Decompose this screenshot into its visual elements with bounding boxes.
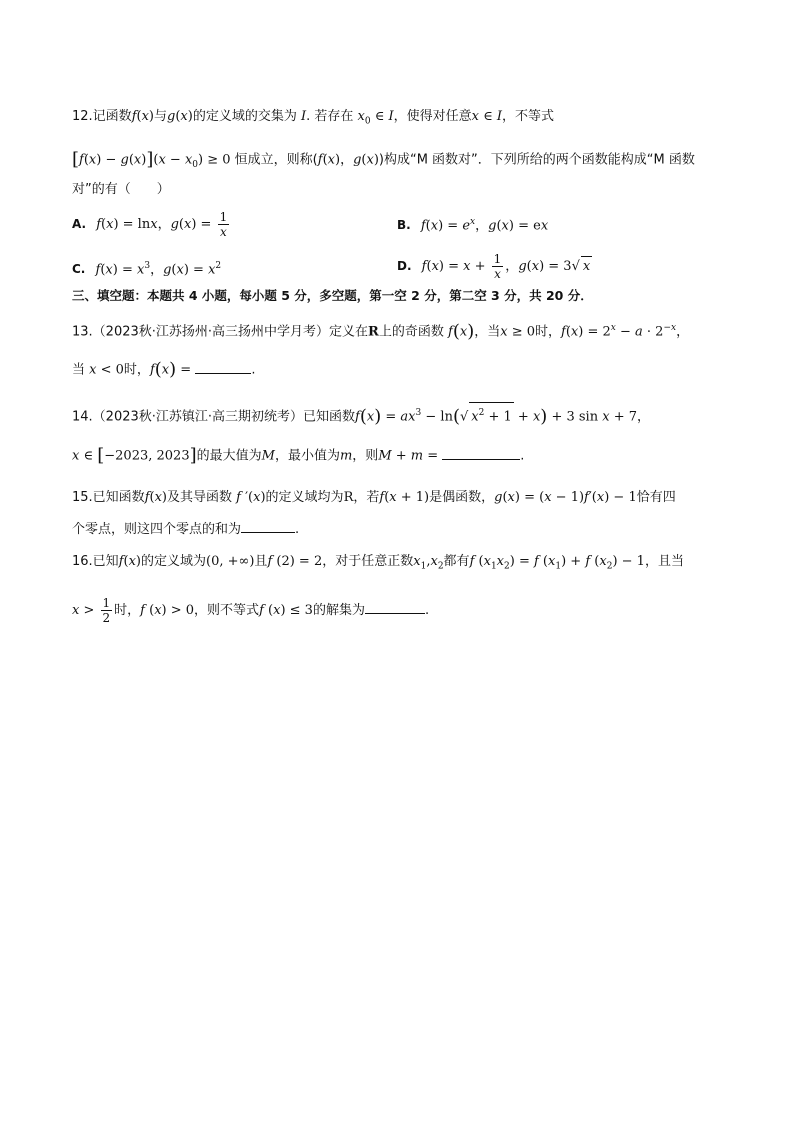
answer-blank[interactable]: [241, 520, 295, 533]
q13-line-1: 13.（2023秋·江苏扬州·高三扬州中学月考）定义在R上的奇函数 f(x)，当x ≥ 0时，$f(x) = 2^x - a \cdot 2^{-x}$，: [72, 320, 690, 342]
answer-blank[interactable]: [195, 361, 251, 374]
q16-line-2: x > $\frac{1}{2}$ 时，f (x) > 0，则不等式f (x) ≤ 3的解集为 .: [72, 596, 430, 625]
fraction: $\frac{1}{x}$: [493, 252, 502, 281]
q12-line-1: 12.记函数f(x)与g(x)的定义域的交集为 I. 若存在 $x_0$ ∈ I，使得对任意x ∈ I，不等式: [72, 109, 555, 127]
q13-line-2: 当 x < 0时，f(x) = .: [72, 359, 256, 380]
math-expr: f: [131, 109, 137, 124]
q14-line-1: 14.（2023秋·江苏镇江·高三期初统考）已知函数$f(x) = ax^3 - \ln(√$ $x^2 + 1 + x) + 3$ sin x + 7，: [72, 402, 650, 427]
q12-option-c: C. $f(x) = x^3$，$g(x) = x^2$: [72, 261, 222, 278]
fraction: $\frac{1}{2}$: [102, 596, 111, 625]
q12-option-b: B. $f(x) = e^x$，g(x) = ex: [397, 217, 549, 234]
q12-line-3: 对”的有（ ）: [72, 182, 170, 197]
answer-blank[interactable]: [442, 447, 520, 460]
answer-blank[interactable]: [365, 601, 425, 614]
q12-option-d: D. f(x) = x + $\frac{1}{x}$ ，g(x) = 3√ x: [397, 252, 591, 281]
section-heading: 三、填空题：本题共 4 小题，每小题 5 分，多空题，第一空 2 分，第二空 3 分，共 20 分．: [72, 288, 593, 303]
q15-line-1: 15.已知函数f(x)及其导函数 f ′(x)的定义域均为R，若f(x + 1)是偶函数，g(x) = (x − 1)f′(x) − 1恰有四: [72, 490, 676, 505]
q14-line-2: x ∈ [−2023, 2023]的最大值为M，最小值为m，则M + m = .: [72, 445, 525, 466]
q12-text: 12.记函数: [72, 109, 132, 124]
fraction: $\frac{1}{x}$: [219, 210, 228, 239]
q12-line-2: $[f(x) - g(x)](x - x_0) \ge 0$ 恒成立，则称(f(x)，g(x))构成“M 函数对”．下列所给的两个函数能构成“M 函数: [72, 149, 695, 171]
q12-option-a: A. f(x) = lnx，g(x) = $\frac{1}{x}$: [72, 210, 228, 239]
q15-line-2: 个零点，则这四个零点的和为 .: [72, 522, 300, 537]
q16-line-1: 16.已知f(x)的定义域为(0, +∞)且f (2) = 2，对于任意正数$x_1,x_2$都有f $(x_1x_2) = f$ $(x_1) + f$ $(x_2) - 1$，且当: [72, 554, 684, 572]
